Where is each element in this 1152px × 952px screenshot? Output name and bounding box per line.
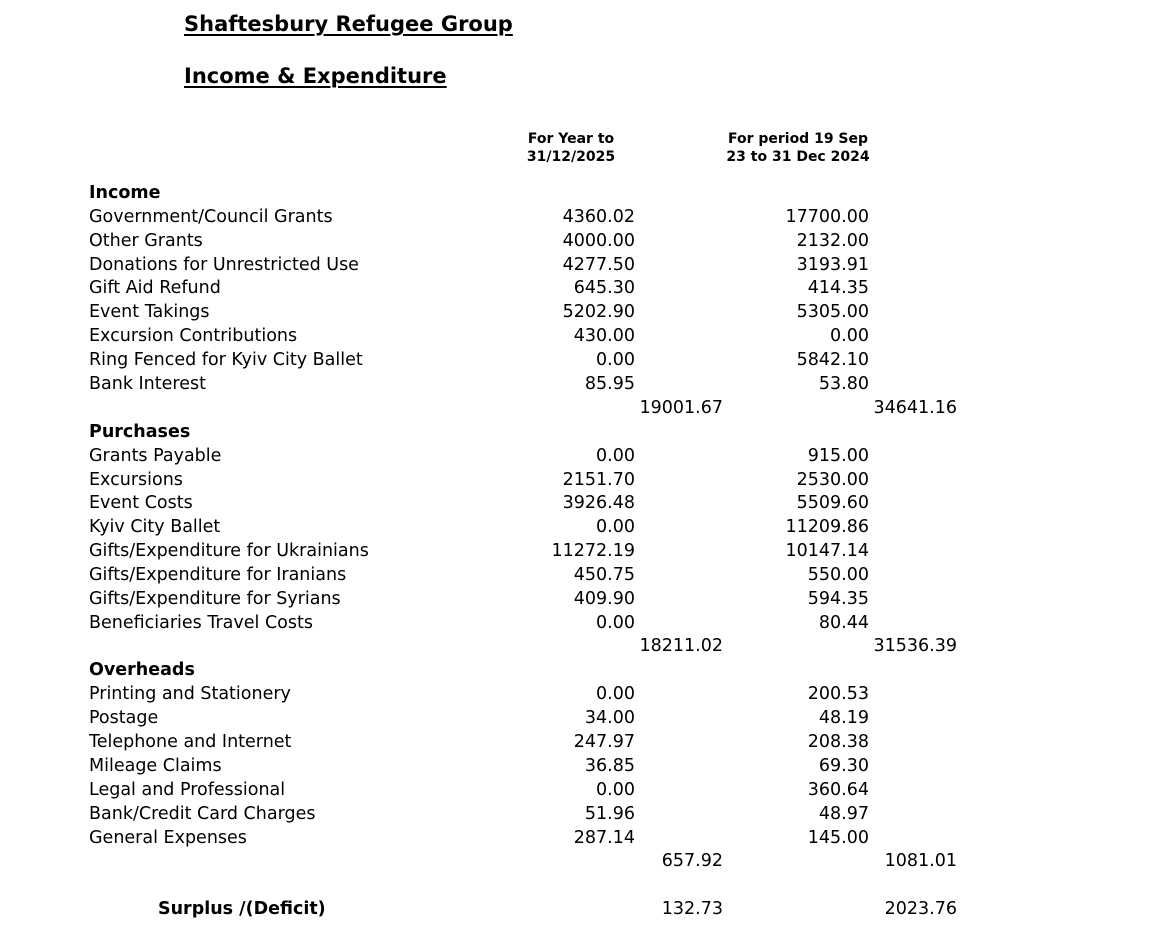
report-title: Income & Expenditure xyxy=(184,64,447,88)
line-item-label: Gifts/Expenditure for Syrians xyxy=(89,589,341,609)
income-heading-row xyxy=(0,181,1152,205)
income-total-current: 19001.67 xyxy=(639,398,723,418)
overheads-total-current: 657.92 xyxy=(661,851,723,871)
current-year-value: 287.14 xyxy=(573,828,635,848)
line-item-label: Gifts/Expenditure for Ukrainians xyxy=(89,541,369,561)
income-row xyxy=(0,372,1152,396)
current-year-value: 34.00 xyxy=(584,708,635,728)
income-heading: Income xyxy=(89,183,161,203)
line-item-label: Ring Fenced for Kyiv City Ballet xyxy=(89,350,363,370)
org-title: Shaftesbury Refugee Group xyxy=(184,12,513,36)
current-year-value: 4000.00 xyxy=(562,231,635,251)
income-row xyxy=(0,300,1152,324)
prior-period-value: 5509.60 xyxy=(796,493,869,513)
purchases-row xyxy=(0,468,1152,492)
line-item-label: Event Costs xyxy=(89,493,193,513)
current-year-value: 2151.70 xyxy=(562,470,635,490)
prior-period-value: 5842.10 xyxy=(796,350,869,370)
prior-period-value: 5305.00 xyxy=(796,302,869,322)
line-item-label: Mileage Claims xyxy=(89,756,222,776)
purchases-total-prior: 31536.39 xyxy=(873,636,957,656)
purchases-heading-row xyxy=(0,420,1152,444)
prior-period-value: 200.53 xyxy=(807,684,869,704)
overheads-heading: Overheads xyxy=(89,660,195,680)
purchases-total-current: 18211.02 xyxy=(639,636,723,656)
prior-period-value: 48.97 xyxy=(818,804,869,824)
prior-period-value: 145.00 xyxy=(807,828,869,848)
line-item-label: General Expenses xyxy=(89,828,247,848)
line-item-label: Excursion Contributions xyxy=(89,326,298,346)
line-item-label: Event Takings xyxy=(89,302,210,322)
prior-period-value: 2132.00 xyxy=(796,231,869,251)
current-year-value: 0.00 xyxy=(596,446,635,466)
current-year-value: 0.00 xyxy=(596,517,635,537)
income-row xyxy=(0,324,1152,348)
prior-period-value: 915.00 xyxy=(807,446,869,466)
line-item-label: Donations for Unrestricted Use xyxy=(89,255,359,275)
line-item-label: Postage xyxy=(89,708,159,728)
prior-period-value: 80.44 xyxy=(818,613,869,633)
column-header-prior-period xyxy=(712,130,884,166)
prior-period-value: 0.00 xyxy=(830,326,869,346)
current-year-value: 85.95 xyxy=(584,374,635,394)
income-row xyxy=(0,229,1152,253)
purchases-row xyxy=(0,539,1152,563)
line-item-label: Gift Aid Refund xyxy=(89,278,221,298)
current-year-value: 0.00 xyxy=(596,780,635,800)
income-total-prior: 34641.16 xyxy=(873,398,957,418)
current-year-value: 430.00 xyxy=(573,326,635,346)
overheads-row xyxy=(0,802,1152,826)
income-row xyxy=(0,253,1152,277)
column-header-prior-line1: For period 19 Sep xyxy=(727,131,869,147)
column-header-current-line2: 31/12/2025 xyxy=(526,149,616,165)
income-total-row xyxy=(0,396,1152,420)
current-year-value: 0.00 xyxy=(596,350,635,370)
column-header-current-line1: For Year to xyxy=(527,131,615,147)
prior-period-value: 208.38 xyxy=(807,732,869,752)
line-item-label: Telephone and Internet xyxy=(89,732,292,752)
line-item-label: Government/Council Grants xyxy=(89,207,333,227)
current-year-value: 409.90 xyxy=(573,589,635,609)
surplus-current: 132.73 xyxy=(661,899,723,919)
surplus-prior: 2023.76 xyxy=(884,899,957,919)
prior-period-value: 3193.91 xyxy=(796,255,869,275)
current-year-value: 0.00 xyxy=(596,684,635,704)
prior-period-value: 550.00 xyxy=(807,565,869,585)
line-item-label: Kyiv City Ballet xyxy=(89,517,221,537)
purchases-total-row xyxy=(0,634,1152,658)
purchases-heading: Purchases xyxy=(89,422,191,442)
current-year-value: 4360.02 xyxy=(562,207,635,227)
line-item-label: Beneficiaries Travel Costs xyxy=(89,613,313,633)
income-row xyxy=(0,348,1152,372)
line-item-label: Excursions xyxy=(89,470,183,490)
line-item-label: Bank Interest xyxy=(89,374,206,394)
current-year-value: 4277.50 xyxy=(562,255,635,275)
line-item-label: Grants Payable xyxy=(89,446,222,466)
purchases-row xyxy=(0,563,1152,587)
line-item-label: Gifts/Expenditure for Iranians xyxy=(89,565,347,585)
prior-period-value: 11209.86 xyxy=(785,517,869,537)
surplus-row xyxy=(0,897,1152,921)
current-year-value: 36.85 xyxy=(584,756,635,776)
prior-period-value: 53.80 xyxy=(818,374,869,394)
purchases-row xyxy=(0,515,1152,539)
current-year-value: 3926.48 xyxy=(562,493,635,513)
column-header-current-year xyxy=(500,130,642,166)
column-header-prior-line2: 23 to 31 Dec 2024 xyxy=(726,149,870,165)
line-item-label: Other Grants xyxy=(89,231,203,251)
current-year-value: 11272.19 xyxy=(551,541,635,561)
income-row xyxy=(0,276,1152,300)
current-year-value: 450.75 xyxy=(573,565,635,585)
overheads-row xyxy=(0,730,1152,754)
line-item-label: Bank/Credit Card Charges xyxy=(89,804,316,824)
purchases-row xyxy=(0,587,1152,611)
prior-period-value: 69.30 xyxy=(818,756,869,776)
overheads-row xyxy=(0,754,1152,778)
purchases-row xyxy=(0,611,1152,635)
prior-period-value: 10147.14 xyxy=(785,541,869,561)
overheads-total-prior: 1081.01 xyxy=(884,851,957,871)
overheads-row xyxy=(0,706,1152,730)
line-item-label: Legal and Professional xyxy=(89,780,286,800)
overheads-row xyxy=(0,778,1152,802)
prior-period-value: 48.19 xyxy=(818,708,869,728)
overheads-row xyxy=(0,826,1152,850)
current-year-value: 0.00 xyxy=(596,613,635,633)
current-year-value: 247.97 xyxy=(573,732,635,752)
current-year-value: 5202.90 xyxy=(562,302,635,322)
prior-period-value: 17700.00 xyxy=(785,207,869,227)
current-year-value: 51.96 xyxy=(584,804,635,824)
purchases-row xyxy=(0,444,1152,468)
overheads-total-row xyxy=(0,849,1152,873)
current-year-value: 645.30 xyxy=(573,278,635,298)
prior-period-value: 414.35 xyxy=(807,278,869,298)
line-item-label: Printing and Stationery xyxy=(89,684,291,704)
purchases-row xyxy=(0,491,1152,515)
income-row xyxy=(0,205,1152,229)
surplus-label: Surplus /(Deficit) xyxy=(158,899,326,919)
prior-period-value: 360.64 xyxy=(807,780,869,800)
prior-period-value: 2530.00 xyxy=(796,470,869,490)
prior-period-value: 594.35 xyxy=(807,589,869,609)
overheads-heading-row xyxy=(0,658,1152,682)
overheads-row xyxy=(0,682,1152,706)
